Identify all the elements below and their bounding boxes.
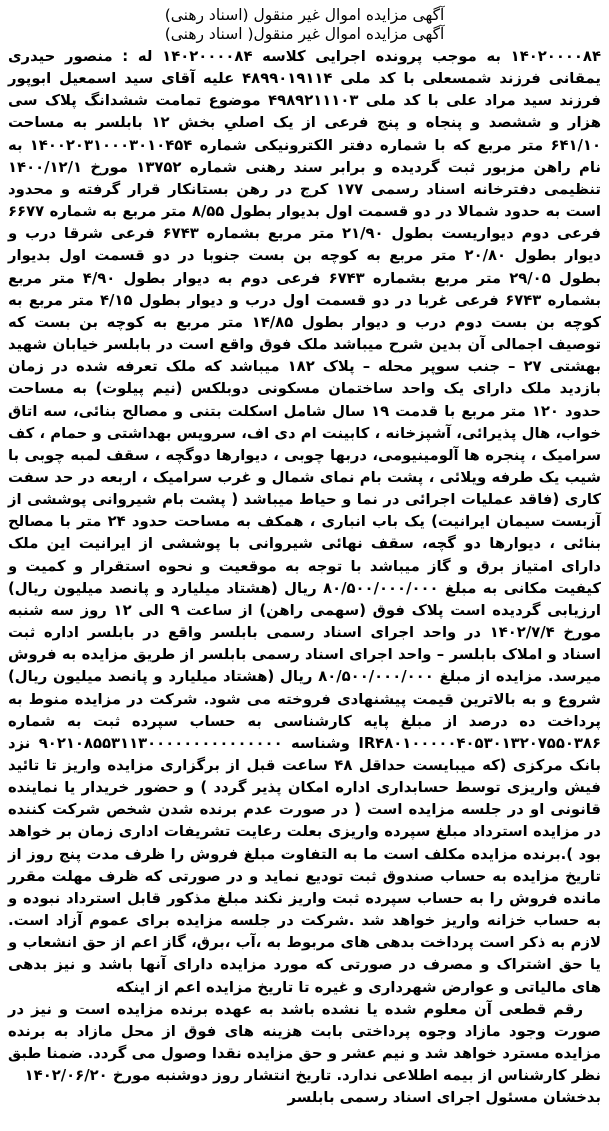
notice-body: [8, 46, 601, 1087]
notice-signature: بدخشان مسئول اجرای اسناد رسمی بابلسر: [287, 1089, 601, 1107]
notice-header: [8, 6, 601, 44]
notice-title-secondary: آگهی مزایده اموال غیر منقول( اسناد رهنی): [164, 25, 445, 43]
notice-paragraph-main: ۱۴۰۲۰۰۰۰۸۴ به موجب پرونده اجرایی کلاسه ۱۴۰۲۰۰۰۰۸۴ له : منصور حیدری یمقانی فرزند شمسعلی با کد ملی ۴۸۹۹۰۱۹۱۱۴ علیه آقای سید اسمعیل ابوپور فرزند سید مراد علی با کد ملی ۴۹۸۹۲۱۱۱۰۳ موضوع تمامت ششدانگ پلاک سی هزار و ششصد و پنجاه و پنج فرعی از یک اصلیِ بخش ۱۲ بابلسر به مساحت ۶۴۱/۱۰ متر مربع که با شماره دفتر الکترونیکی شماره ۱۴۰۰۲۰۳۱۰۰۰۳۰۱۰۴۵۴ به نام راهن مزبور ثبت گردیده و برابر سند رهنی شماره ۱۳۷۵۲ مورخ ۱۴۰۰/۱۲/۱ تنظیمی دفترخانه اسناد رسمی ۱۷۷ کرج در رهن بستانکار قرار گرفته و محدود است به حدود شمالا در دو قسمت اول بدیوار بطول ۸/۵۵ متر مربع به شماره ۶۶۷۷ فرعی دوم دیواریست بطول ۲۱/۹۰ متر مربع بشماره ۶۷۴۳ فرعی شرقا درب و دیوار بطول ۲۰/۸۰ متر مربع به کوچه بن بست جنوبا در دو قسمت اول بدیوار بطول ۲۹/۰۵ متر مربع بشماره ۶۷۴۳ فرعی دوم به دیوار بطول ۴/۹۰ متر مربع بشماره ۶۷۴۳ فرعی غربا در دو قسمت اول درب و دیوار بطول ۴/۱۵ متر مربع به کوچه بن بست دوم درب و دیوار بطول ۱۴/۸۵ متر مربع به کوچه بن بست که توصیف اجمالی آن بدین شرح میباشد ملک فوق واقع است در بابلسر خیابان شهید بهشتی ۲۷ – جنب سوپر محله – پلاک ۱۸۲ میباشد که ملک تعرفه شده در زمان بازدید ملک دارای یک واحد ساختمان مسکونی دوبلکس (نیم پیلوت) به مساحت حدود ۱۲۰ متر مربع با قدمت ۱۹ سال شامل اسکلت بتنی و مصالح بنائی، سه اتاق خواب، هال پذیرائی، آشپزخانه ، کابینت ام دی اف، سرویس بهداشتی و حمام ، کف سرامیک ، پنجره ها آلومینیومی، دربها چوبی ، دیوارها دوگچه ، سقف لمبه چوبی با شیب یک طرفه ویلائی ، پشت بام نمای شمال و غرب سرامیک ، اربعه در حد سفت کاری (فاقد عملیات اجرائی در نما و حیاط میباشد ( پشت بام شیروانی پوششی از آزبست سیمان ایرانیت) یک باب انباری ، همکف به مساحت حدود ۲۴ متر با مصالح بنائی ، دیوارها دو گچه، سقف نهائی شیروانی با پوششی از ایرانیت این ملک دارای امتیاز برق و گاز میباشد با توجه به موقعیت و نحوه استقرار و کمیت و کیفیت مکانی به مبلغ ۸۰/۵۰۰/۰۰۰/۰۰۰ ریال (هشتاد میلیارد و پانصد میلیون ریال) ارزیابی گردیده است پلاک فوق (سهمی راهن) از ساعت ۹ الی ۱۲ روز سه شنبه مورخ ۱۴۰۲/۷/۴ در واحد اجرای اسناد رسمی بابلسر واقع در بابلسر اداره ثبت اسناد و املاک بابلسر – واحد اجرای اسناد رسمی بابلسر از طریق مزایده به فروش میرسد. مزایده از مبلغ ۸۰/۵۰۰/۰۰۰/۰۰۰ ریال (هشتاد میلیارد و پانصد میلیون ریال) شروع و به بالاترین قیمت پیشنهادی فروخته می شود. شرکت در مزایده منوط به پرداخت ده درصد از مبلغ پایه کارشناسی به حساب سپرده ثبت به شماره IR۴۸۰۱۰۰۰۰۰۴۰۵۳۰۱۳۲۰۷۵۵۰۳۸۶ وشناسه ۹۰۲۱۰۸۵۵۳۱۱۳۰۰۰۰۰۰۰۰۰۰۰۰۰۰۰ نزد بانک مرکزی (که میبایست حداقل ۴۸ ساعت قبل از برگزاری مزایده واریز تا تائید فیش واریزی توسط حسابداری اداره امکان پذیر گردد ) و حضور خریدار یا نماینده قانونی او در جلسه مزایده است ( در صورت عدم برنده شدن شخص شرکت کننده در مزایده استرداد مبلغ سپرده واریزی بعلت رعایت تشریفات اداری زمان بر خواهد بود ).برنده مزایده مکلف است ما به التفاوت مبلغ فروش را ظرف مدت پنج روز از تاریخ مزایده به حساب صندوق ثبت تودیع نماید و در صورتی که ظرف مهلت مقرر مانده فروش را به حساب سپرده ثبت واریز نکند مبلغ مذکور قابل استرداد نبوده و به حساب خزانه واریز خواهد شد .شرکت در جلسه مزایده برای عموم آزاد است. لازم به ذکر است پرداخت بدهی های مربوط به ،آب ،برق، گاز اعم از حق انشعاب و یا حق اشتراک و مصرف در صورتی که مورد مزایده دارای آنها باشد و نیز بدهی های مالیاتی و عوارض شهرداری و غیره تا تاریخ مزایده اعم از اینکه: [8, 48, 602, 996]
notice-paragraph-closing: رقم قطعی آن معلوم شده یا نشده باشد به عهده برنده مزایده است و نیز در صورت وجود مازاد وجوه پرداختی بابت هزینه های فوق از محل مازاد به برنده مزایده مسترد خواهد شد و نیم عشر و حق مزایده نقدا وصول می گردد. ضمنا طبق نظر کارشناس از بیمه اطلاعی ندارد. تاریخ انتشار روز دوشنبه مورخ ۱۴۰۲/۰۶/۲۰: [8, 1000, 601, 1085]
notice-title-primary: آگهی مزایده اموال غیر منقول (اسناد رهنی): [164, 6, 445, 24]
